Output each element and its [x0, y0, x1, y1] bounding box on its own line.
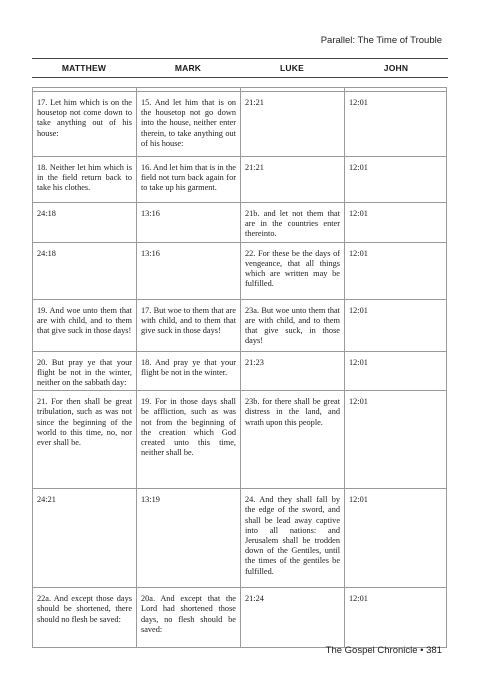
parallel-table — [32, 87, 447, 648]
parallel-table-body — [33, 88, 447, 648]
cell-matthew: 24:21 — [33, 489, 137, 588]
cell-john: 12:01 — [345, 157, 447, 203]
cell-mark: 20a. And except that the Lord had shortened those days, no flesh should be saved: — [137, 588, 241, 648]
cell-luke: 21:21 — [241, 157, 345, 203]
column-header-luke: LUKE — [280, 63, 304, 73]
cell-matthew: 22a. And except those days should be shortened, there should no flesh be saved: — [33, 588, 137, 648]
cell-john: 12:01 — [345, 489, 447, 588]
cell-matthew: 17. Let him which is on the housetop not come down to take anything out of his house: — [33, 92, 137, 157]
cell-matthew: 19. And woe unto them that are with child, and to them that give suck in those days! — [33, 299, 137, 351]
table-row — [33, 299, 447, 351]
cell-luke: 21:24 — [241, 588, 345, 648]
cell-mark: 18. And pray ye that your flight be not in the winter. — [137, 351, 241, 391]
cell-mark: 13:19 — [137, 489, 241, 588]
cell-mark: 16. And let him that is in the field not turn back again for to take up his garment. — [137, 157, 241, 203]
cell-john: 12:01 — [345, 203, 447, 243]
page-footer: The Gospel Chronicle • 381 — [325, 645, 442, 656]
cell-matthew: 18. Neither let him which is in the field return back to take his clothes. — [33, 157, 137, 203]
cell-john: 12:01 — [345, 351, 447, 391]
table-row — [33, 391, 447, 489]
running-head: Parallel: The Time of Trouble — [320, 35, 442, 46]
table-row — [33, 92, 447, 157]
cell-luke: 23a. But woe unto them that are with child, and to them that give suck, in those days! — [241, 299, 345, 351]
column-header-matthew: MATTHEW — [61, 63, 107, 73]
cell-luke: 23b. for there shall be great distress in the land, and wrath upon this people. — [241, 391, 345, 489]
cell-john: 12:01 — [345, 299, 447, 351]
cell-mark: 19. For in those days shall be affliction, such as was not from the beginning of the creation which God created unto this time, neither shall be. — [137, 391, 241, 489]
column-header-john: JOHN — [383, 63, 409, 73]
table-row — [33, 351, 447, 391]
cell-mark: 15. And let him that is on the housetop not go down into the house, neither enter therein, to take anything out of his house: — [137, 92, 241, 157]
cell-john: 12:01 — [345, 242, 447, 299]
table-row — [33, 489, 447, 588]
cell-luke: 21:23 — [241, 351, 345, 391]
cell-mark: 17. But woe to them that are with child, and to them that give suck in those days! — [137, 299, 241, 351]
table-row — [33, 203, 447, 243]
table-row — [33, 242, 447, 299]
cell-mark: 13:16 — [137, 242, 241, 299]
cell-luke: 22. For these be the days of vengeance, that all things which are written may be fulfilled. — [241, 242, 345, 299]
column-header-row — [32, 58, 448, 78]
cell-john: 12:01 — [345, 588, 447, 648]
table-row — [33, 588, 447, 648]
cell-mark: 13:16 — [137, 203, 241, 243]
cell-matthew: 21. For then shall be great tribulation, such as was not since the beginning of the world to this time, no, nor ever shall be. — [33, 391, 137, 489]
cell-john: 12:01 — [345, 92, 447, 157]
cell-matthew: 24:18 — [33, 242, 137, 299]
column-header-mark: MARK — [174, 63, 202, 73]
cell-matthew: 24:18 — [33, 203, 137, 243]
cell-luke: 21b. and let not them that are in the countries enter thereinto. — [241, 203, 345, 243]
table-row — [33, 157, 447, 203]
cell-luke: 21:21 — [241, 92, 345, 157]
cell-luke: 24. And they shall fall by the edge of the sword, and shall be lead away captive into all nations: and Jerusalem shall be trodden down of the Gentiles, until the times of the gentiles be fulfilled. — [241, 489, 345, 588]
cell-john: 12:01 — [345, 391, 447, 489]
cell-matthew: 20. But pray ye that your flight be not in the winter, neither on the sabbath day: — [33, 351, 137, 391]
